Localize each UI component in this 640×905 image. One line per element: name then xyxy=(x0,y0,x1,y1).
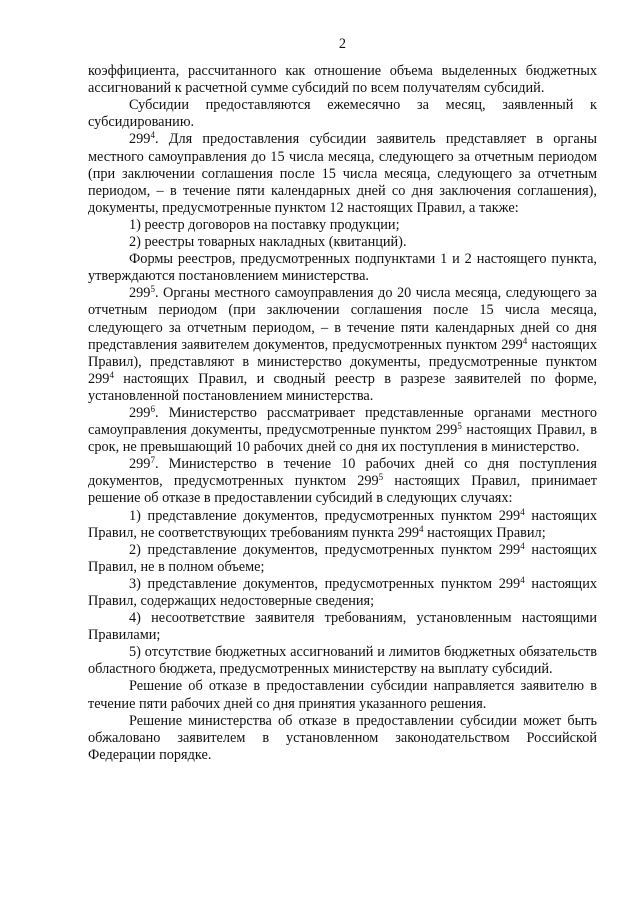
superscript-index: 4 xyxy=(522,335,528,346)
paragraph-text: . Министерство рассматривает представленные органами местного самоуправления документы, предусмотренные пунктом 299 xyxy=(88,404,597,439)
superscript-index: 4 xyxy=(520,506,525,517)
paragraph-text: 299 xyxy=(129,131,151,148)
paragraph-text: 299 xyxy=(129,285,151,302)
paragraph xyxy=(88,97,597,131)
paragraph-text: Решение об отказе в предоставлении субсидии направляется заявителю в течение пяти рабочих дней со дня принятия указанного решения. xyxy=(88,678,597,712)
paragraph-text: настоящих Правил, и сводный реестр в разрезе заявителей по форме, установленной постановлением министерства. xyxy=(88,370,597,404)
paragraph xyxy=(88,234,597,251)
superscript-index: 4 xyxy=(109,369,114,380)
paragraph xyxy=(88,285,597,405)
paragraph-text: 5) отсутствие бюджетных ассигнований и лимитов бюджетных обязательств областного бюджета, предусмотренных министерству на выплату субсидий. xyxy=(88,644,597,678)
paragraph-text: Субсидии предоставляются ежемесячно за месяц, заявленный к субсидированию. xyxy=(88,97,597,131)
document-page xyxy=(88,36,597,764)
superscript-index: 5 xyxy=(457,421,462,432)
paragraph xyxy=(88,251,597,285)
superscript-index: 6 xyxy=(150,403,155,414)
paragraph xyxy=(88,576,597,610)
superscript-index: 7 xyxy=(150,455,155,466)
paragraph-text: Решение министерства об отказе в предоставлении субсидии может быть обжаловано заявителем в установленном законодательством Российской Федерации порядке. xyxy=(88,712,597,763)
paragraph-text: настоящих Правил, не соответствующих требованиям пункта 299 xyxy=(88,507,597,541)
superscript-index: 4 xyxy=(520,540,525,551)
paragraph-text: . Для предоставления субсидии заявитель представляет в органы местного самоуправления до 15 числа месяца, следующего за отчетным периодом (при заключении соглашения после 15 числа месяца, следующего за отчетным периодом, – в течение пяти календарных дней со дня заключения соглашения), документы, предусмотренные пунктом 12 настоящих Правил, а также: xyxy=(88,131,597,216)
document-body xyxy=(88,63,597,764)
paragraph xyxy=(88,542,597,576)
superscript-index: 4 xyxy=(419,523,424,534)
superscript-index: 4 xyxy=(520,574,525,585)
paragraph-text: настоящих Правил, принимает решение об отказе в предоставлении субсидий в следующих случаях: xyxy=(88,473,597,507)
paragraph-text: 299 xyxy=(129,456,151,473)
page-number: 2 xyxy=(338,36,347,52)
paragraph xyxy=(88,644,597,678)
paragraph-text: 2) реестры товарных накладных (квитанций). xyxy=(129,234,407,251)
paragraph-text: 299 xyxy=(129,404,151,421)
superscript-index: 5 xyxy=(378,472,384,483)
paragraph xyxy=(88,456,597,507)
paragraph-text: 1) представление документов, предусмотренных пунктом 299 xyxy=(129,507,521,524)
superscript-index: 4 xyxy=(150,130,155,141)
paragraph xyxy=(88,713,597,764)
paragraph-text: . Органы местного самоуправления до 20 числа месяца, следующего за отчетным периодом (при заключении соглашения после 15 числа месяца, следующего за отчетным периодом, – в течение пяти календарных дней со дня представления заявителем документов, предусмотренных пунктом 299 xyxy=(88,285,597,353)
paragraph xyxy=(88,131,597,216)
superscript-index: 5 xyxy=(150,284,155,295)
paragraph-text: 1) реестр договоров на поставку продукции; xyxy=(129,216,400,233)
paragraph xyxy=(88,63,597,97)
paragraph xyxy=(88,405,597,456)
paragraph xyxy=(88,610,597,644)
paragraph-text: Формы реестров, предусмотренных подпунктами 1 и 2 настоящего пункта, утверждаются постановлением министерства. xyxy=(88,251,597,285)
paragraph-text: настоящих Правил; xyxy=(423,524,546,541)
paragraph-text: . Министерство в течение 10 рабочих дней со дня поступления документов, предусмотренных пунктом 299 xyxy=(88,456,597,490)
paragraph xyxy=(88,508,597,542)
paragraph-text: настоящих Правил, содержащих недостоверные сведения; xyxy=(88,575,597,609)
paragraph-text: настоящих Правил, не в полном объеме; xyxy=(88,541,597,575)
paragraph-text: коэффициента, рассчитанного как отношение объема выделенных бюджетных ассигнований к расчетной сумме субсидий по всем получателям субсидий. xyxy=(88,63,597,97)
paragraph-text: 2) представление документов, предусмотренных пунктом 299 xyxy=(129,541,521,558)
paragraph xyxy=(88,678,597,712)
paragraph-text: 3) представление документов, предусмотренных пунктом 299 xyxy=(129,575,521,592)
paragraph-text: 4) несоответствие заявителя требованиям, установленным настоящими Правилами; xyxy=(88,610,597,644)
paragraph xyxy=(88,217,597,234)
paragraph-text: настоящих Правил), представляют в министерство документы, предусмотренные пунктом 299 xyxy=(88,336,597,387)
paragraph-text: настоящих Правил, в срок, не превышающий 10 рабочих дней со дня их поступления в министерство. xyxy=(88,422,597,456)
